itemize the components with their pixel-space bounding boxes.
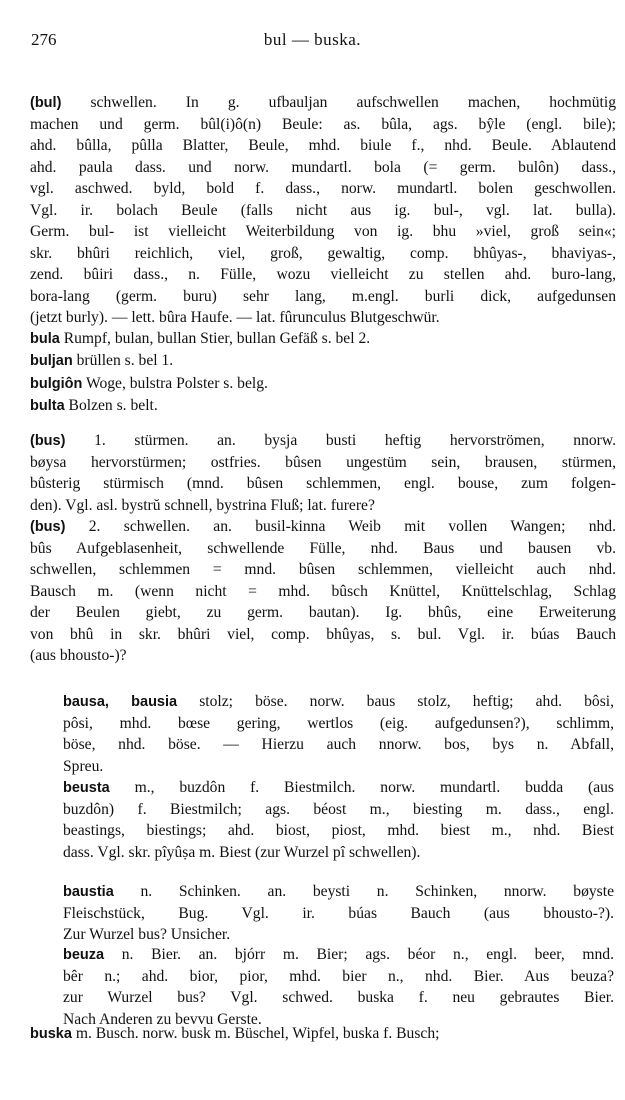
line-text: skr. bhûri reichlich, viel, groß, gewaltig, comp. bhûyas-, bhaviyas-, [30, 244, 616, 262]
entry-line [30, 624, 616, 646]
entry-line [30, 452, 616, 474]
headword: (bul) [30, 95, 62, 111]
dictionary-entry [30, 328, 616, 350]
entry-line [63, 691, 614, 713]
entry-line [30, 114, 616, 136]
line-text: Spreu. [63, 757, 104, 775]
entry-line [63, 756, 614, 778]
line-text: beastings, biestings; ahd. biost, piost, mhd. biest m., nhd. Biest [63, 822, 614, 839]
entry-line [30, 350, 616, 372]
entry-line [63, 820, 614, 842]
entry-line [30, 178, 616, 200]
entry-line [30, 135, 616, 157]
line-text: dass. Vgl. skr. pîyûṣa m. Biest (zur Wurzel pî schwellen). [63, 843, 421, 861]
headword: bula [30, 331, 60, 347]
line-text: brüllen s. bel 1. [76, 352, 174, 369]
line-text: stolz; böse. norw. baus stolz, heftig; ahd. bôsi, [199, 693, 614, 710]
line-text: ahd. paula dass. und norw. mundartl. bola (= germ. bulôn) dass., [30, 158, 616, 176]
entry-line [30, 645, 616, 667]
dictionary-entry [30, 350, 616, 372]
dictionary-entry [30, 430, 616, 516]
line-text: Bolzen s. belt. [68, 397, 158, 414]
entry-line [63, 842, 614, 864]
headword: beuza [63, 947, 105, 963]
entry-line [30, 92, 616, 114]
dictionary-entry [30, 373, 616, 395]
line-text: pôsi, mhd. bœse gering, wertlos (eig. aufgedunsen?), schlimm, [63, 714, 614, 732]
line-text: von bhû in skr. bhûri viel, comp. bhûyas, s. bul. Vgl. ir. búas Bauch [30, 625, 616, 643]
line-text: Zur Wurzel bus? Unsicher. [63, 926, 231, 943]
line-text: bûs Aufgeblasenheit, schwellende Fülle, nhd. Baus und bausen vb. [30, 539, 616, 557]
line-text: Woge, bulstra Polster s. belg. [85, 375, 268, 392]
line-text: der Beulen giebt, zu germ. bautan). Ig. bhûs, eine Erweiterung [30, 604, 616, 621]
entry-line [30, 581, 616, 603]
line-text: m. Busch. norw. busk m. Büschel, Wipfel, buska f. Busch; [75, 1025, 440, 1042]
entry-line [30, 430, 616, 452]
line-text: 2. schwellen. an. busil-kinna Weib mit vollen Wangen; nhd. [88, 518, 616, 535]
entry-line [30, 286, 616, 308]
headword: bulgiôn [30, 376, 83, 392]
entry-line [63, 881, 614, 903]
line-text: bøysa hervorstürmen; ostfries. bûsen ungestüm sein, brausen, stürmen, [30, 453, 616, 471]
headword: bausa, bausia [63, 694, 178, 710]
entry-line [30, 307, 616, 329]
headword: buljan [30, 353, 73, 369]
headword: (bus) [30, 519, 66, 535]
line-text: Vgl. ir. bolach Beule (falls nicht aus ig. bul-, vgl. lat. bulla). [30, 201, 616, 219]
entry-line [63, 944, 614, 966]
line-text: Nach Anderen zu bevvu Gerste. [63, 1010, 262, 1028]
line-text: 1. stürmen. an. bysja busti heftig hervorströmen, nnorw. [94, 432, 616, 449]
entry-line [30, 200, 616, 222]
line-text: bora-lang (germ. buru) sehr lang, m.engl. burli dick, aufgedunsen [30, 287, 616, 305]
entry-line [30, 559, 616, 581]
entry-line [63, 777, 614, 799]
entry-line [30, 473, 616, 495]
line-text: böse, nhd. böse. — Hierzu auch nnorw. bos, bys n. Abfall, [63, 736, 614, 753]
line-text: Bausch m. (wenn nicht = mhd. bûsch Knüttel, Knüttelschlag, Schlag [30, 582, 616, 600]
dictionary-entry [30, 516, 616, 667]
line-text: Germ. bul- ist vielleicht Weiterbildung von ig. bhu »viel, groß sein«; [30, 223, 616, 240]
dictionary-entry [30, 395, 616, 417]
line-text: m., buzdôn f. Biestmilch. norw. mundartl. budda (aus [134, 779, 614, 796]
line-text: (jetzt burly). — lett. bûra Haufe. — lat. fûrunculus Blutgeschwür. [30, 309, 440, 326]
headword: baustia [63, 884, 114, 900]
page-number: 276 [31, 30, 57, 49]
dictionary-entry [30, 1023, 616, 1045]
line-text: n. Schinken. an. beysti n. Schinken, nnorw. bøyste [140, 883, 614, 900]
line-text: zend. bûiri dass., n. Fülle, wozu vielleicht zu stellen ahd. buro-lang, [30, 266, 616, 283]
entry-line [30, 1023, 616, 1045]
entry-line [30, 538, 616, 560]
headword: buska [30, 1026, 72, 1042]
entry-line [63, 966, 614, 988]
dictionary-entry [63, 944, 614, 1030]
entry-line [63, 713, 614, 735]
line-text: ahd. bûlla, pûlla Blatter, Beule, mhd. biule f., nhd. Beule. Ablautend [30, 137, 616, 154]
line-text: Rumpf, bulan, bullan Stier, bullan Gefäß s. bel 2. [63, 330, 371, 347]
entry-line [30, 221, 616, 243]
line-text: bêr n.; ahd. bior, pior, mhd. bier n., nhd. Bier. Aus beuza? [63, 967, 614, 985]
entry-line [30, 264, 616, 286]
line-text: schwellen. In g. ufbauljan aufschwellen machen, hochmütig [90, 94, 616, 111]
entry-line [63, 734, 614, 756]
entry-line [30, 602, 616, 624]
entry-line [63, 924, 614, 946]
dictionary-entry [30, 92, 616, 329]
line-text: schwellen, schlemmen = mnd. bûsen schlemmen, vielleicht auch nhd. [30, 561, 616, 578]
line-text: bûsterig stürmisch (mnd. bûsen schlemmen, engl. bouse, zum folgen- [30, 475, 616, 492]
line-text: (aus bhousto-)? [30, 647, 127, 664]
entry-line [30, 157, 616, 179]
headword: beusta [63, 780, 110, 796]
entry-line [30, 516, 616, 538]
line-text: den). Vgl. asl. bystrŭ schnell, bystrina Fluß; lat. furere? [30, 496, 375, 514]
entry-line [63, 903, 614, 925]
line-text: Fleischstück, Bug. Vgl. ir. búas Bauch (aus bhousto-?). [63, 904, 614, 922]
line-text: buzdôn) f. Biestmilch; ags. béost m., biesting m. dass., engl. [63, 800, 614, 818]
entry-line [30, 373, 616, 395]
entry-line [30, 495, 616, 517]
dictionary-entry [63, 691, 614, 777]
entry-line [30, 243, 616, 265]
dictionary-entry [63, 777, 614, 863]
dictionary-entry [63, 881, 614, 946]
line-text: n. Bier. an. bjórr m. Bier; ags. béor n., engl. beer, mnd. [121, 946, 615, 963]
line-text: vgl. aschwed. byld, bold f. dass., norw. mundartl. bolen geschwollen. [30, 180, 616, 197]
entry-line [30, 395, 616, 417]
entry-line [63, 987, 614, 1009]
headword: (bus) [30, 433, 66, 449]
running-title: bul — buska. [263, 30, 362, 49]
line-text: machen und germ. bûl(i)ô(n) Beule: as. bûla, ags. bŷle (engl. bile); [30, 115, 616, 133]
entry-line [63, 799, 614, 821]
headword: bulta [30, 398, 65, 414]
line-text: zur Wurzel bus? Vgl. schwed. buska f. neu gebrautes Bier. [63, 989, 614, 1006]
entry-line [30, 328, 616, 350]
